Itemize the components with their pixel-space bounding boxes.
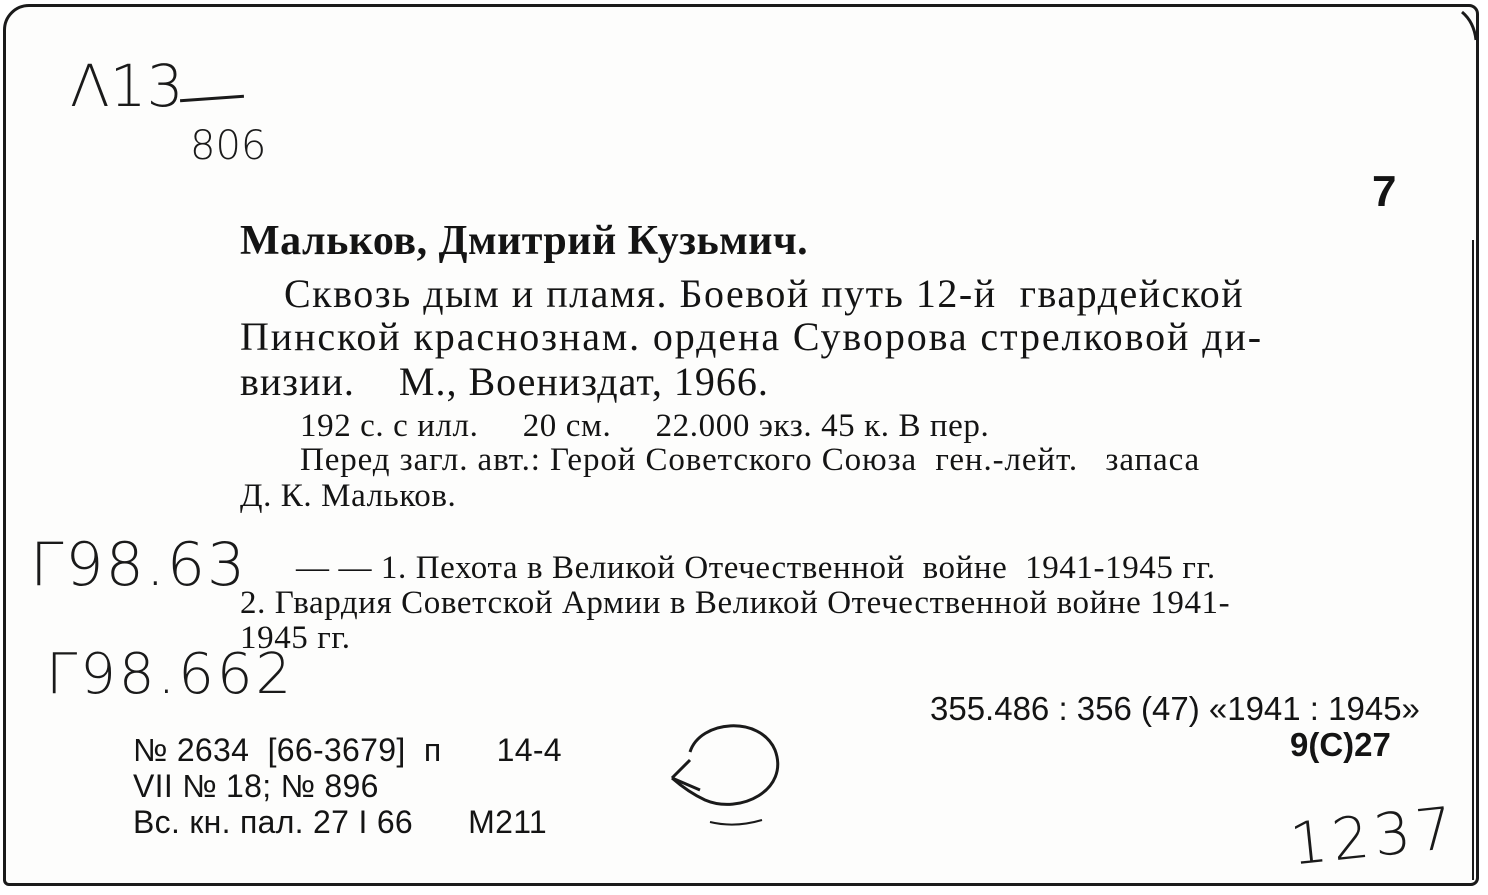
subject-heading: 2. Гвардия Советской Армии в Великой Отечественной войне 1941-	[240, 585, 1231, 621]
shelf-mark-bottom: 806	[190, 123, 267, 169]
class-mark-handwritten-2: Г98.662	[46, 642, 295, 707]
collation: 192 с. с илл. 20 см. 22.000 экз. 45 к. В пер.	[300, 408, 990, 444]
title-line: визии. М., Воениздат, 1966.	[240, 359, 769, 404]
underline-stroke	[710, 820, 762, 825]
title-line: Пинской краснознам. ордена Суворова стрелковой ди-	[240, 314, 1263, 359]
hand-drawn-circle-mark	[672, 726, 778, 805]
technical-info-line: Вс. кн. пал. 27 I 66 М211	[133, 804, 548, 840]
technical-info-line: VII № 18; № 896	[133, 768, 379, 804]
title-line: Сквозь дым и пламя. Боевой путь 12-й гвардейской	[284, 271, 1245, 316]
note-line: Д. К. Мальков.	[240, 478, 457, 514]
class-mark-handwritten: Г98.63	[30, 530, 248, 600]
note-line: Перед загл. авт.: Герой Советского Союза ген.-лейт. запаса	[300, 442, 1201, 478]
shelf-mark-top: Λ13	[70, 52, 184, 120]
inventory-number-handwritten: 1237	[1286, 793, 1461, 879]
technical-info-line: № 2634 [66-3679] п 14-4	[133, 732, 562, 768]
udc-index: 355.486 : 356 (47) «1941 : 1945»	[930, 690, 1420, 727]
card-number: 7	[1372, 167, 1397, 216]
subject-heading: — — 1. Пехота в Великой Отечественной войне 1941-1945 гг.	[296, 550, 1216, 586]
author-heading: Мальков, Дмитрий Кузьмич.	[240, 218, 809, 264]
corner-mark	[1462, 12, 1476, 40]
subject-heading: 1945 гг.	[240, 620, 351, 656]
bbk-index: 9(С)27	[1290, 726, 1391, 763]
